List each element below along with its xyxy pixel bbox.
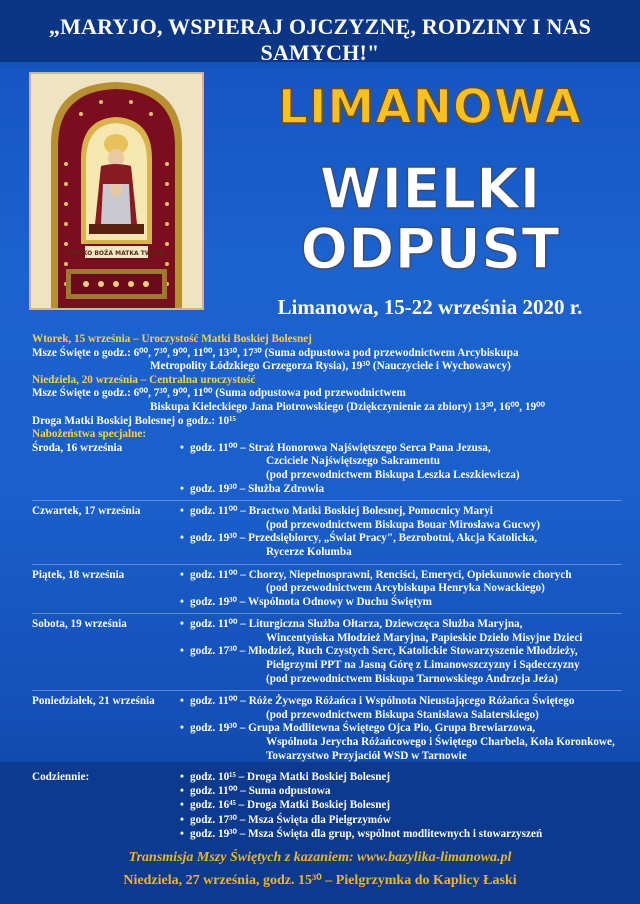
item-line: Pielgrzymi PPT na Jasną Górę z Limanowszczyzny i Sądecczyzny <box>266 659 580 672</box>
bullet: • <box>180 441 184 454</box>
item-line: (pod przewodnictwem Biskupa Tarnowskiego Andrzeja Jeża) <box>266 672 558 685</box>
special-header: Nabożeństwa specjalne: <box>32 428 147 441</box>
title-limanowa: LIMANOWA <box>278 80 582 135</box>
item-line: godz. 17³⁰ – Młodzież, Ruch Czystych Serc, Katolickie Stowarzyszenie Młodzieży, <box>190 645 578 658</box>
bullet: • <box>180 482 184 495</box>
daily-row <box>32 770 632 841</box>
item-line: Czciciele Najświętszego Sakramentu <box>266 455 440 468</box>
list-item <box>180 827 632 841</box>
bullet: • <box>180 505 184 518</box>
bullet: • <box>180 645 184 658</box>
list-item <box>180 596 632 610</box>
list-item <box>180 532 632 559</box>
list-item <box>180 798 632 812</box>
sunday-line-3: Droga Matki Boskiej Bolesnej o godz.: 10¹⁵ <box>32 414 236 427</box>
list-item <box>180 442 632 483</box>
special-day-label: Czwartek, 17 września <box>32 505 141 518</box>
divider <box>32 690 622 691</box>
bullet: • <box>180 695 184 708</box>
item-line: godz. 10¹⁵ – Droga Matki Boskiej Bolesnej <box>190 771 391 783</box>
list-item <box>180 813 632 827</box>
item-line: godz. 11⁰⁰ – Róże Żywego Różańca i Wspólnota Nieustającego Różańca Świętego <box>190 695 575 708</box>
bullet: • <box>180 722 184 735</box>
list-item <box>180 784 632 798</box>
altar-illustration <box>31 74 202 308</box>
bullet: • <box>180 827 184 840</box>
tuesday-line-1: Msze Święte o godz.: 6⁰⁰, 7³⁰, 9⁰⁰, 11⁰⁰, 13³⁰, 17³⁰ (Suma odpustowa pod przewodnictwem Arcybiskupa <box>32 346 519 359</box>
item-line: (pod przewodnictwem Biskupa Bouar Mirosława Gucwy) <box>266 518 541 531</box>
item-line: (pod przewodnictwem Arcybiskupa Henryka Nowackiego) <box>266 582 545 595</box>
item-line: godz. 11⁰⁰ – Straż Honorowa Najświętszego Serca Pana Jezusa, <box>190 441 491 454</box>
daily-schedule <box>32 770 632 841</box>
title-odpust: ODPUST <box>300 217 560 282</box>
item-line: (pod przewodnictwem Biskupa Stanisława Salaterskiego) <box>266 708 539 721</box>
title-wielki: WIELKI <box>319 157 541 222</box>
sunday-line-2: Biskupa Kieleckiego Jana Piotrowskiego (Dziękczynienie za zbiory) 13³⁰, 16⁰⁰, 19⁰⁰ <box>150 400 546 413</box>
madonna-image <box>29 72 204 310</box>
list-item <box>180 770 632 784</box>
item-line: godz. 11⁰⁰ – Chorzy, Niepełnosprawni, Renciści, Emeryci, Opiekunowie chorych <box>190 568 572 581</box>
item-line: godz. 19³⁰ – Wspólnota Odnowy w Duchu Świętym <box>190 595 432 608</box>
bullet: • <box>180 813 184 826</box>
list-item <box>180 695 632 722</box>
special-day <box>32 442 632 496</box>
transmission-info: Transmisja Mszy Świętych z kazaniem: www.bazylika-limanowa.pl <box>128 850 512 865</box>
list-item <box>180 618 632 645</box>
special-day-items <box>180 618 632 686</box>
item-line: godz. 16⁴⁵ – Droga Matki Boskiej Bolesnej <box>190 799 391 812</box>
special-day <box>32 618 632 686</box>
bullet: • <box>180 595 184 608</box>
sunday-line-1: Msze Święte o godz.: 6⁰⁰, 7³⁰, 9⁰⁰, 11⁰⁰ (Suma odpustowa pod przewodnictwem <box>32 387 406 400</box>
item-line: (pod przewodnictwem Biskupa Leszka Leszkiewicza) <box>266 468 520 481</box>
list-item <box>180 569 632 596</box>
program <box>32 333 632 763</box>
special-day <box>32 569 632 610</box>
bullet: • <box>180 532 184 545</box>
title-wielki-odpust <box>220 157 640 282</box>
list-item <box>180 505 632 532</box>
special-day-label: Poniedziałek, 21 września <box>32 695 155 708</box>
special-day-items <box>180 569 632 610</box>
svg-text:MATKO BOŻA MATKA TWOJA: MATKO BOŻA MATKA TWOJA <box>68 250 164 257</box>
item-line: godz. 11⁰⁰ – Suma odpustowa <box>190 785 331 798</box>
bullet: • <box>180 568 184 581</box>
item-line: godz. 19³⁰ – Służba Zdrowia <box>190 482 325 495</box>
special-day-label: Piątek, 18 września <box>32 568 125 581</box>
item-line: Wincentyńska Młodzież Maryjna, Papieskie Dzieło Misyjne Dzieci <box>266 631 583 644</box>
list-item <box>180 722 632 763</box>
tuesday-line-2: Metropolity Łódzkiego Grzegorza Rysia), 19³⁰ (Nauczyciele i Wychowawcy) <box>150 360 511 373</box>
special-day-label: Środa, 16 września <box>32 441 123 454</box>
bullet: • <box>180 618 184 631</box>
item-line: Rycerze Kolumba <box>266 545 352 558</box>
special-day-items <box>180 695 632 763</box>
bullet: • <box>180 771 184 783</box>
special-day-items <box>180 442 632 496</box>
item-line: godz. 19³⁰ – Grupa Modlitewna Świętego Ojca Pio, Grupa Brewiarzowa, <box>190 722 536 735</box>
list-item <box>180 645 632 686</box>
item-line: Towarzystwo Przyjaciół WSD w Tarnowie <box>266 749 467 762</box>
list-item <box>180 483 632 497</box>
daily-label: Codziennie: <box>32 771 90 783</box>
special-day-items <box>180 505 632 559</box>
item-line: godz. 11⁰⁰ – Liturgiczna Służba Ołtarza, Dziewczęca Służba Maryjna, <box>190 618 523 631</box>
tuesday-header: Wtorek, 15 września – Uroczystość Matki Boskiej Bolesnej <box>32 333 312 345</box>
item-line: godz. 19³⁰ – Przedsiębiorcy, „Świat Pracy", Bezrobotni, Akcja Katolicka, <box>190 532 538 545</box>
item-line: godz. 11⁰⁰ – Bractwo Matki Boskiej Bolesnej, Pomocnicy Maryi <box>190 505 493 518</box>
item-line: Wspólnota Jerycha Różańcowego i Świętego Charbela, Koła Koronkowe, <box>266 736 615 749</box>
divider <box>32 564 622 565</box>
item-line: godz. 17³⁰ – Msza Święta dla Pielgrzymów <box>190 813 391 826</box>
bullet: • <box>180 785 184 798</box>
pilgrimage-info: Niedziela, 27 września, godz. 15³⁰ – Pielgrzymka do Kaplicy Łaski <box>123 873 517 888</box>
event-date: Limanowa, 15-22 września 2020 r. <box>277 295 583 319</box>
divider <box>32 613 622 614</box>
special-day-label: Sobota, 19 września <box>32 618 127 631</box>
item-line: godz. 19³⁰ – Msza Święta dla grup, wspólnot modlitewnych i stowarzyszeń <box>190 827 543 840</box>
sunday-header: Niedziela, 20 września – Centralna uroczystość <box>32 373 256 386</box>
divider <box>32 500 622 501</box>
daily-items <box>180 770 632 841</box>
special-day <box>32 695 632 763</box>
bullet: • <box>180 799 184 812</box>
special-day <box>32 505 632 559</box>
motto-text: „MARYJO, WSPIERAJ OJCZYZNĘ, RODZINY I NAS SAMYCH!" <box>48 14 592 65</box>
